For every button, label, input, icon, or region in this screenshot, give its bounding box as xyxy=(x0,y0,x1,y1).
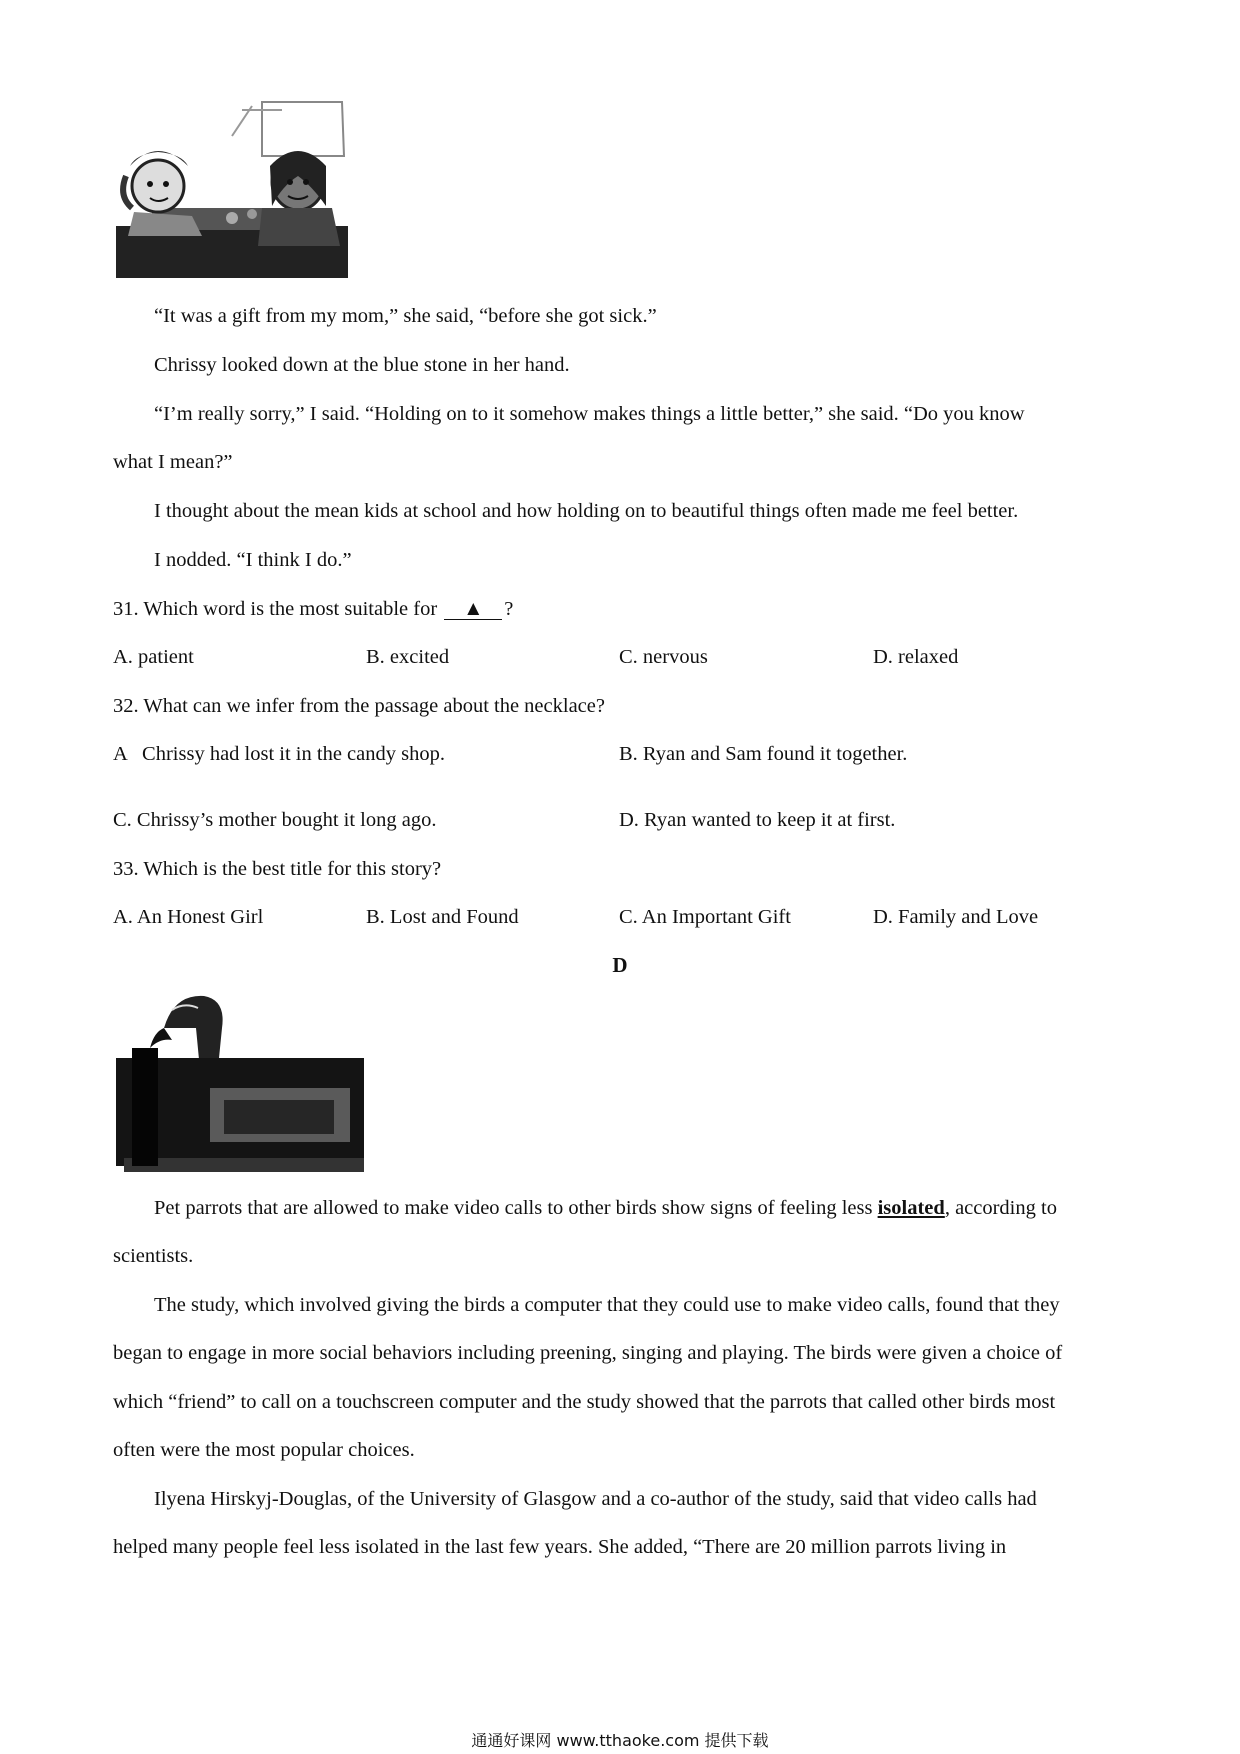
option-c: C. An Important Gift xyxy=(619,906,791,928)
option-b: B. excited xyxy=(366,646,450,668)
section-heading: D xyxy=(612,953,628,977)
story-paragraph: “It was a gift from my mom,” she said, “before she got sick.” xyxy=(154,305,657,327)
article-paragraph-1 xyxy=(154,1196,1057,1220)
story-paragraph: “I’m really sorry,” I said. “Holding on to it somehow makes things a little better,” she said. “Do you know xyxy=(154,403,1025,425)
keyword-isolated: isolated xyxy=(877,1197,945,1219)
option-d: D. Ryan wanted to keep it at first. xyxy=(619,809,896,831)
option-a: A. An Honest Girl xyxy=(113,906,264,928)
article-paragraph-3: Ilyena Hirskyj-Douglas, of the University of Glasgow and a co-author of the study, said that video calls had xyxy=(154,1488,1037,1510)
article-paragraph-continued: often were the most popular choices. xyxy=(113,1439,415,1461)
question-31-stem: 31. Which word is the most suitable for xyxy=(113,598,438,620)
article-paragraph-2: The study, which involved giving the birds a computer that they could use to make video calls, found that they xyxy=(154,1294,1060,1316)
option-d: D. Family and Love xyxy=(873,906,1039,928)
question-31 xyxy=(113,597,513,621)
illustration-two-girls xyxy=(112,96,352,282)
story-paragraph: I thought about the mean kids at school and how holding on to beautiful things often made me feel better. xyxy=(154,500,1019,522)
option-b: B. Ryan and Sam found it together. xyxy=(619,743,908,765)
page-footer: 通通好课网 www.tthaoke.com 提供下载 xyxy=(471,1731,769,1750)
option-a: A. patient xyxy=(113,646,194,668)
article-text: Pet parrots that are allowed to make video calls to other birds show signs of feeling less xyxy=(154,1197,873,1219)
article-paragraph-continued: scientists. xyxy=(113,1245,194,1267)
article-text: , according to xyxy=(944,1197,1057,1219)
question-33-stem: 33. Which is the best title for this story? xyxy=(113,858,442,880)
article-paragraph-continued: which “friend” to call on a touchscreen computer and the study showed that the parrots that called other birds most xyxy=(113,1391,1056,1413)
article-paragraph-continued: helped many people feel less isolated in the last few years. She added, “There are 20 million parrots living in xyxy=(113,1536,1007,1558)
article-paragraph-continued: began to engage in more social behaviors including preening, singing and playing. The birds were given a choice of xyxy=(113,1342,1063,1364)
story-paragraph: I nodded. “I think I do.” xyxy=(154,549,352,571)
question-32-stem: 32. What can we infer from the passage about the necklace? xyxy=(113,695,605,717)
question-31-suffix: ? xyxy=(504,598,514,620)
option-a: A Chrissy had lost it in the candy shop. xyxy=(113,743,445,765)
option-b: B. Lost and Found xyxy=(366,906,519,928)
option-c: C. Chrissy’s mother bought it long ago. xyxy=(113,809,437,831)
illustration-parrot-computer xyxy=(114,988,364,1178)
option-d: D. relaxed xyxy=(873,646,959,668)
story-paragraph: Chrissy looked down at the blue stone in her hand. xyxy=(154,354,570,376)
option-c: C. nervous xyxy=(619,646,708,668)
answer-blank: ▲ xyxy=(444,599,502,620)
story-paragraph-continued: what I mean?” xyxy=(113,451,233,473)
